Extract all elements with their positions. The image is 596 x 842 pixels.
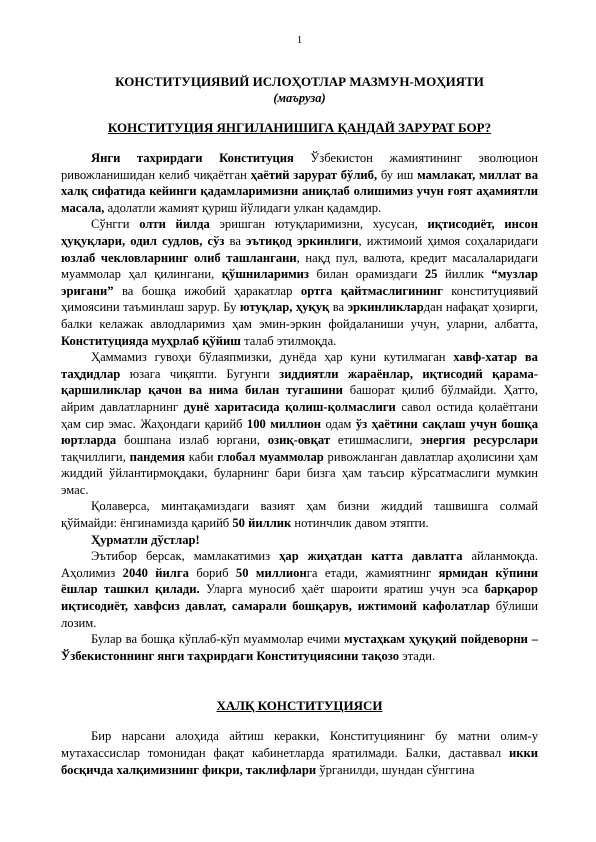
bold-text-run: 100 миллион (246, 416, 322, 431)
document-title: КОНСТИТУЦИЯВИЙ ИСЛОҲОТЛАР МАЗМУН-МОҲИЯТИ (115, 74, 484, 89)
bold-text-run: ютуқлар, ҳуқуқ (239, 300, 330, 315)
text-run: ривожланган давлатлар аҳолисини ҳам жиддий ўйлантирмоқдаки, буларнинг бари бизга ҳам таъсир кўрсатмаслиги мумкин эмас. (61, 449, 538, 497)
text-run: ва (329, 300, 348, 315)
text-run: Бир нарсани алоҳида айтиш керакки, Конституциянинг бу матни олим-у мутахассислар томонидан фақат кабинетларда яратилмади. Балки, даставвал (61, 729, 538, 760)
text-run: га етади, жамиятнинг (306, 565, 439, 580)
text-run: Уларга муносиб ҳаёт шароити яратиш учун эса (199, 582, 485, 597)
text-run: нотинчлик давом этяпти. (291, 516, 429, 531)
text-run: этади. (399, 648, 436, 663)
text-run: тақчиллиги, (61, 449, 130, 464)
text-run: билан орамиздаги (308, 267, 425, 282)
paragraph (61, 349, 538, 498)
bold-text-run: эркинликлар (347, 300, 424, 315)
bold-text-run: пандемия (129, 449, 186, 464)
text-run: талаб этилмоқда. (240, 333, 337, 348)
bold-text-run: дунё харитасида қолиш-қолмаслиги (183, 399, 396, 414)
section-1-body (61, 150, 538, 532)
bold-text-run: олти йилда (139, 217, 210, 232)
paragraph (61, 548, 538, 631)
text-run: эришган ютуқларимизни, хусусан, (209, 217, 428, 232)
bold-text-run: мамлакат, миллат ва халқ сифатида кейинги қадамларимизни аниқлаб олишимиз учун ғоят аҳамиятли масала, (61, 167, 539, 215)
bold-text-run: глобал муаммолар (217, 449, 324, 464)
bold-text-run: ўз ҳаётини сақлаш учун бошқа юртларда (61, 416, 538, 448)
bold-text-run: ярмидан кўпини ёшлар ташкил қилади. (61, 565, 538, 597)
bold-text-run: мустаҳкам ҳуқуқий пойдеворни – Ўзбекистоннинг янги таҳрирдаги Конституциясини тақозо (61, 632, 538, 663)
paragraph (61, 498, 538, 531)
text-run: каби (185, 449, 218, 464)
text-run: ва бошқа ижобий ҳаракатлар (113, 283, 301, 298)
bold-text-run: юзлаб чекловларнинг олиб ташлангани (61, 250, 297, 265)
page-number: 1 (296, 34, 303, 46)
text-run: Сўнгги (91, 217, 140, 232)
bold-text-run: иқтисодиёт, инсон ҳуқуқлари, одил судлов, сўз (61, 217, 538, 248)
paragraph (61, 150, 538, 216)
text-run: савол остида қолаётгани ҳам сир эмас. Жаҳондаги қарийб (61, 399, 539, 431)
section-heading-1: КОНСТИТУЦИЯ ЯНГИЛАНИШИГА ҚАНДАЙ ЗАРУРАТ БОР? (107, 120, 492, 135)
text-run: етишмаслиги, (330, 433, 421, 448)
text-run: Ўзбекистон жамиятининг эволюцион ривожланишидан келиб чиқаётган (61, 151, 538, 182)
text-run: бошпана излаб юргани, (116, 433, 268, 448)
text-run: ва (224, 233, 247, 248)
text-run: Қолаверса, минтақамиздаги вазият ҳам бизни жиддий ташвишга солмай қўймайди: ёнгинамизда қарийб (61, 499, 538, 531)
text-run: конституциявий ҳимоясини таъминлаш зарур. Бу (61, 283, 538, 315)
bold-text-run: “музлар эригани” (61, 267, 538, 298)
text-run: башорат қилиб бўлмайди. Ҳатто, айрим давлатларнинг (61, 383, 538, 414)
document-subtitle: (маъруза) (273, 91, 326, 105)
text-run: бориб (188, 565, 236, 580)
text-run: айланмоқда. Аҳолимиз (61, 549, 539, 580)
text-run: , ижтимоий ҳимоя соҳаларидаги (358, 233, 538, 248)
section-heading-2: ХАЛҚ КОНСТИТУЦИЯСИ (216, 698, 383, 714)
text-run: Булар ва бошқа кўплаб-кўп муаммолар ечими (91, 632, 345, 647)
text-run: юзага чиқяпти. Бугунги (120, 366, 280, 381)
bold-text-run: ҳар жиҳатдан катта давлатга (279, 549, 463, 564)
paragraph (61, 216, 538, 349)
text-run: бўлиши лозим. (61, 599, 538, 630)
bold-text-run: зиддиятли жараёнлар, иқтисодий қарама-қаршиликлар қачон ва нима билан тугашини (61, 366, 538, 398)
bold-text-run: энергия ресурслари (420, 433, 539, 448)
section-1-body-continued (61, 548, 538, 664)
text-run: дан нафақат ҳозирги, балки келажак авлодларимиз ҳам эмин-эркин фойдаланиши учун, уларни, албатта, (61, 300, 538, 331)
bold-text-run: икки босқичда халқимизнинг фикри, таклифлари (61, 746, 538, 777)
address-line: Ҳурматли дўстлар! (91, 532, 200, 547)
section-2-body (61, 728, 538, 778)
paragraph (61, 631, 538, 664)
text-run: , нақд пул, валюта, кредит масалаларидаги муаммолар ҳал қилингани, (61, 250, 538, 282)
text-run: ўрганилди, шундан сўнггина (316, 762, 475, 777)
bold-text-run: Янги тахрирдаги Конституция (91, 151, 294, 165)
text-run: адолатли жамият қуриш йўлидаги улкан қадамдир. (104, 200, 382, 215)
text-run: бу иш (377, 167, 418, 182)
bold-text-run: 2040 йилга (122, 565, 189, 580)
text-run: йиллик (437, 267, 492, 282)
bold-text-run: ҳаётий зарурат бўлиб, (250, 167, 378, 182)
bold-text-run: 25 (424, 267, 438, 282)
text-run: Ҳаммамиз гувоҳи бўлаяпмизки, дунёда ҳар куни кутилмаган (91, 350, 454, 365)
bold-text-run: хавф-хатар ва таҳдидлар (61, 350, 538, 381)
bold-text-run: 50 миллион (235, 565, 307, 580)
bold-text-run: қўшниларимиз (221, 267, 309, 282)
text-run: Эътибор берсак, мамлакатимиз (91, 549, 280, 564)
bold-text-run: эътиқод эркинлиги (246, 233, 359, 248)
bold-text-run: ортга қайтмаслигининг (300, 283, 443, 298)
bold-text-run: барқарор иқтисодиёт, хавфсиз давлат, самарали бошқарув, ижтимоий кафолатлар (61, 582, 538, 614)
bold-text-run: Конституцияда муҳрлаб қўйиш (61, 333, 241, 348)
paragraph (61, 728, 538, 778)
bold-text-run: 50 йиллик (232, 516, 292, 531)
text-run: одам (321, 416, 356, 431)
bold-text-run: озиқ-овқат (267, 433, 331, 448)
